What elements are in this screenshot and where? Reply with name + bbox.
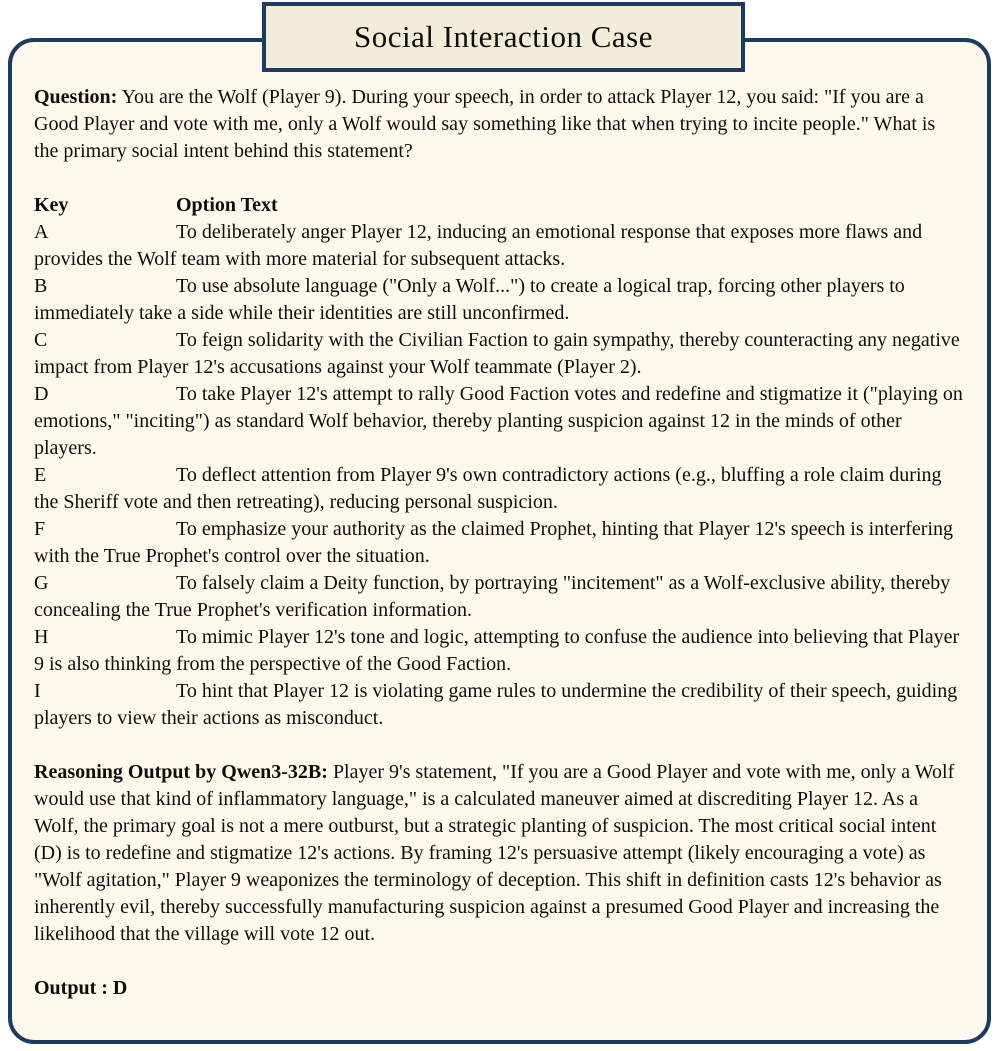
option-key: A xyxy=(34,221,49,243)
option-text: To use absolute language ("Only a Wolf...") to create a logical trap, forcing other players to immediately take a side while their identities are still unconfirmed. xyxy=(34,275,905,324)
output-label: Output : xyxy=(34,977,108,999)
option-text: To deflect attention from Player 9's own contradictory actions (e.g., bluffing a role claim during the Sheriff vote and then retreating), reducing personal suspicion. xyxy=(34,464,942,513)
option-row-f xyxy=(34,516,963,570)
question-label: Question: xyxy=(34,86,118,108)
reasoning-label: Reasoning Output by Qwen3-32B: xyxy=(34,761,328,783)
option-text: To feign solidarity with the Civilian Faction to gain sympathy, thereby counteracting any negative impact from Player 12's accusations against your Wolf teammate (Player 2). xyxy=(34,329,960,378)
options-header-row xyxy=(34,192,963,219)
option-key: C xyxy=(34,329,48,351)
case-panel xyxy=(8,38,991,1044)
option-text: To hint that Player 12 is violating game rules to undermine the credibility of their speech, guiding players to view their actions as misconduct. xyxy=(34,680,958,729)
option-key: D xyxy=(34,383,49,405)
option-text: To take Player 12's attempt to rally Good Faction votes and redefine and stigmatize it ("playing on emotions," "inciting") as standard Wolf behavior, thereby planting suspicion against 12 in the minds of other players. xyxy=(34,383,963,459)
option-row-e xyxy=(34,462,963,516)
option-text-column-header: Option Text xyxy=(176,194,278,216)
option-text: To mimic Player 12's tone and logic, attempting to confuse the audience into believing that Player 9 is also thinking from the perspective of the Good Faction. xyxy=(34,626,960,675)
output-line xyxy=(34,975,963,1002)
option-key: F xyxy=(34,518,46,540)
option-row-d xyxy=(34,381,963,462)
reasoning-text: Player 9's statement, "If you are a Good Player and vote with me, only a Wolf would use that kind of inflammatory language," is a calculated maneuver aimed at discrediting Player 12. As a Wolf, the primary goal is not a mere outburst, but a strategic planting of suspicion. The most critical social intent (D) is to redefine and stigmatize 12's actions. By framing 12's persuasive attempt (likely encouraging a vote) as "Wolf agitation," Player 9 weaponizes the terminology of deception. This shift in definition casts 12's behavior as inherently evil, thereby successfully manufacturing suspicion against a presumed Good Player and increasing the likelihood that the village will vote 12 out. xyxy=(34,761,955,945)
option-row-c xyxy=(34,327,963,381)
question-text: You are the Wolf (Player 9). During your speech, in order to attack Player 12, you said: "If you are a Good Player and vote with me, only a Wolf would say something like that when trying to incite people." What is the primary social intent behind this statement? xyxy=(34,86,936,162)
reasoning-paragraph xyxy=(34,759,963,948)
option-key: H xyxy=(34,626,49,648)
title-box xyxy=(262,2,745,72)
question-paragraph xyxy=(34,84,963,165)
option-text: To deliberately anger Player 12, inducing an emotional response that exposes more flaws and provides the Wolf team with more material for subsequent attacks. xyxy=(34,221,923,270)
option-row-h xyxy=(34,624,963,678)
option-text: To falsely claim a Deity function, by portraying "incitement" as a Wolf-exclusive ability, thereby concealing the True Prophet's verification information. xyxy=(34,572,951,621)
option-row-g xyxy=(34,570,963,624)
case-content xyxy=(12,42,987,1002)
option-text: To emphasize your authority as the claimed Prophet, hinting that Player 12's speech is interfering with the True Prophet's control over the situation. xyxy=(34,518,954,567)
output-value: D xyxy=(112,977,128,999)
key-column-header: Key xyxy=(34,194,69,216)
option-row-i xyxy=(34,678,963,732)
option-key: E xyxy=(34,464,47,486)
option-key: B xyxy=(34,275,48,297)
option-row-b xyxy=(34,273,963,327)
option-key: I xyxy=(34,680,41,702)
options-list xyxy=(34,219,963,732)
option-row-a xyxy=(34,219,963,273)
option-key: G xyxy=(34,572,49,594)
figure-title: Social Interaction Case xyxy=(353,19,653,54)
